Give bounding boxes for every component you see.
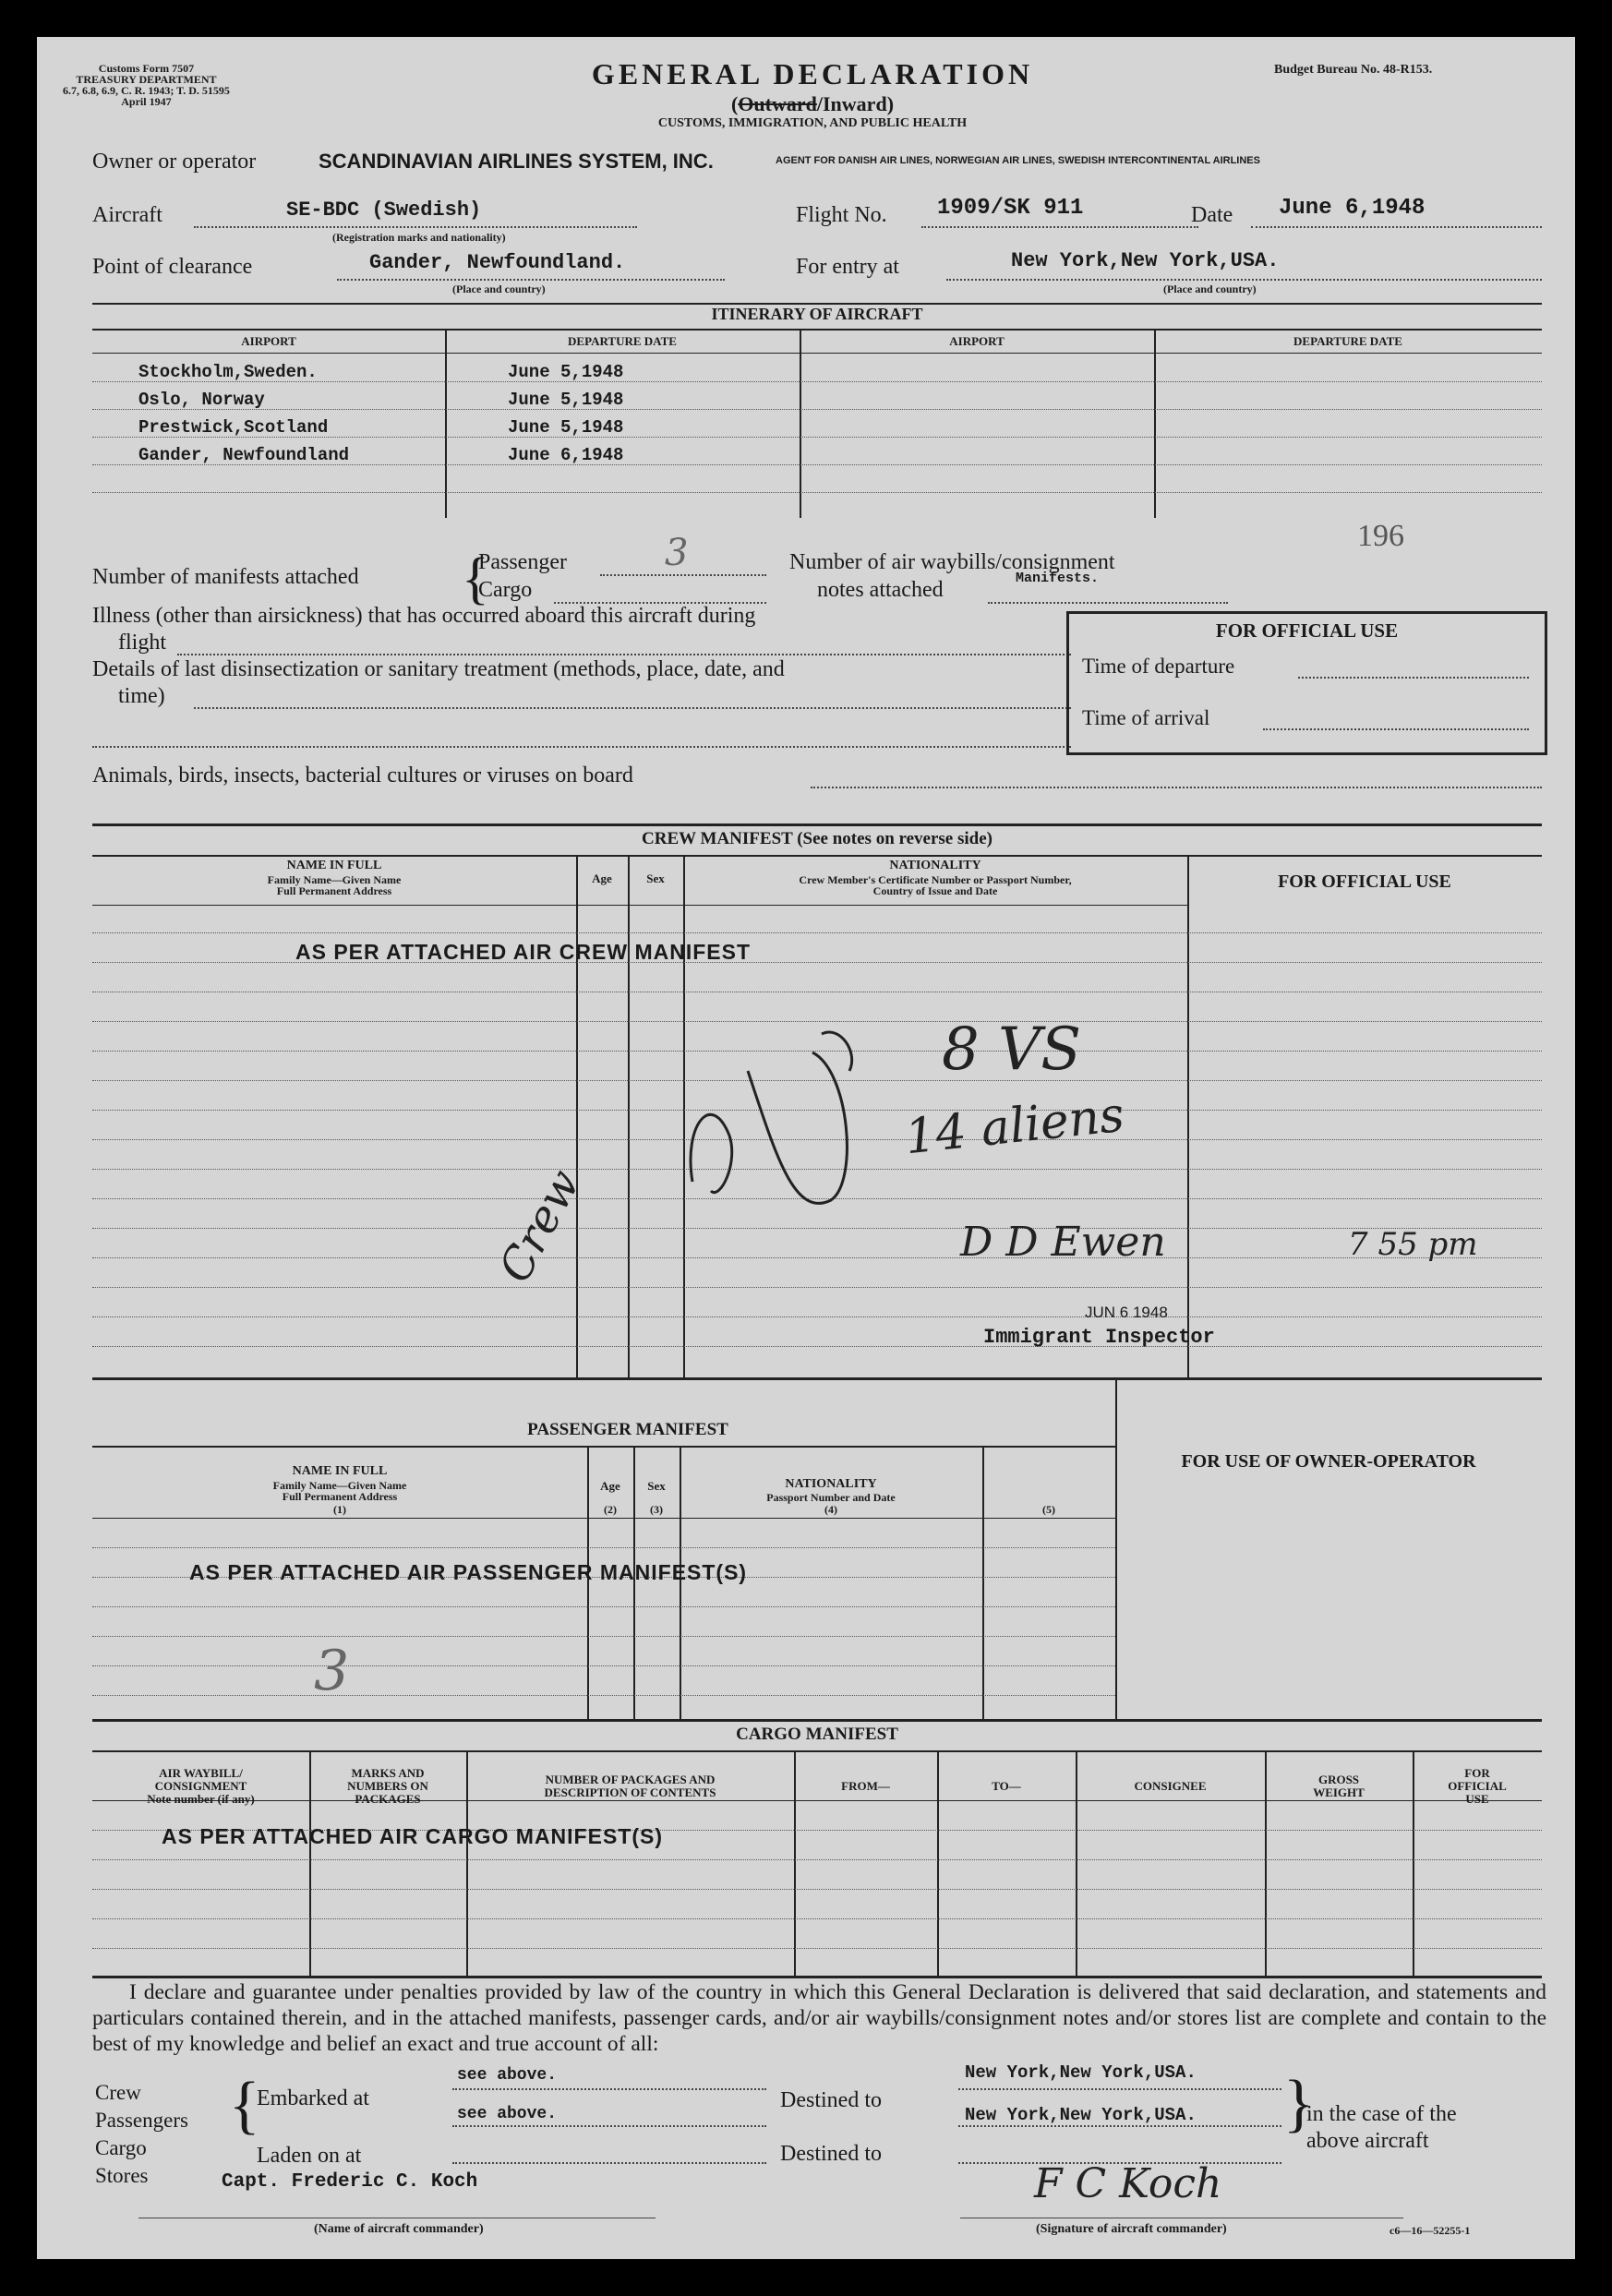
itinerary-col-airport-1: AIRPORT <box>241 334 296 348</box>
crew-col-official: FOR OFFICIAL USE <box>1278 872 1451 892</box>
arrival-time-line <box>1263 728 1529 730</box>
aircraft-label: Aircraft <box>92 203 162 227</box>
regulation-ref: 6.7, 6.8, 6.9, C. R. 1943; T. D. 51595 <box>63 84 230 97</box>
handwritten-mark: 8 VS <box>942 1016 1082 1084</box>
passenger-manifest-note: AS PER ATTACHED AIR PASSENGER MANIFEST(S) <box>189 1560 748 1584</box>
arrival-time-label: Time of arrival <box>1082 706 1210 729</box>
animals-line <box>811 787 1542 788</box>
passenger-col-name-sub-2: Full Permanent Address <box>282 1490 398 1503</box>
passenger-col-sex: Sex <box>647 1479 666 1493</box>
passenger-col-5-num: (5) <box>1042 1503 1055 1516</box>
passenger-divider <box>1115 1377 1117 1719</box>
embarked-value-1: see above. <box>457 2066 558 2085</box>
passenger-col-sex-num: (3) <box>650 1503 663 1516</box>
row-rule <box>92 1889 1542 1890</box>
commander-name: Capt. Frederic C. Koch <box>222 2171 478 2193</box>
itinerary-date: June 5,1948 <box>508 390 624 410</box>
laden-label: Laden on at <box>257 2144 362 2168</box>
cargo-manifest-note: AS PER ATTACHED AIR CARGO MANIFEST(S) <box>162 1824 663 1848</box>
form-id-block <box>63 63 230 107</box>
cargo-col-header: NUMBER OF PACKAGES AND <box>545 1773 716 1786</box>
itinerary-airport: Prestwick,Scotland <box>138 417 329 438</box>
destined-value-1: New York,New York,USA. <box>965 2062 1197 2083</box>
itinerary-airport: Oslo, Norway <box>138 390 265 410</box>
date-stamp: JUN 6 1948 <box>1085 1304 1168 1321</box>
account-passengers: Passengers <box>95 2109 188 2132</box>
account-items <box>95 2079 188 2190</box>
owner-value: SCANDINAVIAN AIRLINES SYSTEM, INC. <box>319 150 714 173</box>
flight-value: 1909/SK 911 <box>937 196 1084 221</box>
cargo-col-header: MARKS AND <box>351 1766 425 1780</box>
handwritten-mark: 14 aliens <box>902 1087 1127 1166</box>
row-rule <box>92 1859 1542 1860</box>
budget-bureau: Budget Bureau No. 48-R153. <box>1274 63 1433 77</box>
page-title: GENERAL DECLARATION <box>591 57 1034 90</box>
passenger-col-age-num: (2) <box>604 1503 617 1516</box>
cargo-bottom-rule <box>92 1976 1542 1978</box>
row-rule <box>92 1695 1115 1696</box>
itinerary-heading: ITINERARY OF AIRCRAFT <box>711 305 923 323</box>
handwritten-passenger-count: 3 <box>314 1639 350 1703</box>
disinsect-line <box>194 707 1071 709</box>
cargo-label: Cargo <box>478 578 533 602</box>
itinerary-col-departure-2: DEPARTURE DATE <box>1293 334 1402 348</box>
clearance-label: Point of clearance <box>92 255 253 279</box>
disinsect-label-2: time) <box>118 684 165 708</box>
itinerary-row-rule <box>92 409 1542 410</box>
cargo-col-header: USE <box>1465 1792 1489 1806</box>
animals-label: Animals, birds, insects, bacterial cultures or viruses on board <box>92 763 633 787</box>
aircraft-caption: (Registration marks and nationality) <box>332 231 506 244</box>
cargo-col-header: WEIGHT <box>1313 1785 1365 1799</box>
date-value: June 6,1948 <box>1279 196 1426 221</box>
direction: (Outward/Inward) <box>730 92 895 115</box>
row-rule <box>92 1316 1542 1317</box>
passenger-top-rule <box>92 1377 1542 1380</box>
date-line <box>1251 226 1542 228</box>
passenger-label: Passenger <box>478 550 567 574</box>
passenger-subheader-rule <box>92 1518 1115 1519</box>
cargo-col-header: PACKAGES <box>355 1792 421 1806</box>
handwritten-scrawl: Crew <box>488 1160 591 1292</box>
crew-top-rule <box>92 823 1542 826</box>
clearance-value: Gander, Newfoundland. <box>369 251 626 274</box>
itinerary-col-departure-1: DEPARTURE DATE <box>568 334 677 348</box>
handwritten-initials: D D Ewen <box>960 1219 1166 1266</box>
row-rule <box>92 1346 1542 1347</box>
passenger-col-nationality-sub: Passport Number and Date <box>766 1491 896 1504</box>
passenger-col-nationality-num: (4) <box>824 1503 837 1516</box>
row-rule <box>92 1918 1542 1919</box>
handwritten-time: 7 55 pm <box>1348 1226 1478 1263</box>
illness-label: Illness (other than airsickness) that has occurred aboard this aircraft during <box>92 604 756 628</box>
row-rule <box>92 932 1542 933</box>
aircraft-value: SE-BDC (Swedish) <box>286 198 482 222</box>
crew-heading: CREW MANIFEST (See notes on reverse side) <box>642 829 992 848</box>
embarked-line-1 <box>452 2088 766 2090</box>
owner-label: Owner or operator <box>92 150 257 174</box>
row-rule <box>92 1636 1115 1637</box>
manifests-brace: { <box>462 547 489 610</box>
direction-outward: Outward <box>738 92 817 115</box>
itinerary-date: June 5,1948 <box>508 417 624 438</box>
clearance-caption: (Place and country) <box>452 282 546 295</box>
account-brace: { <box>229 2070 260 2141</box>
crew-col-age: Age <box>592 872 612 885</box>
cargo-col-header: TO— <box>992 1779 1021 1793</box>
departure-time-line <box>1298 677 1529 679</box>
illness-line <box>177 654 1071 655</box>
itinerary-airport: Stockholm,Sweden. <box>138 362 318 382</box>
waybills-value: Manifests. <box>1016 571 1100 586</box>
notes-attached-label: notes attached <box>817 578 944 602</box>
embarked-line-3 <box>452 2162 766 2164</box>
row-rule <box>92 1948 1542 1949</box>
crew-col-nationality-sub-1: Crew Member's Certificate Number or Passport Number, <box>799 873 1072 886</box>
flight-label: Flight No. <box>796 203 887 227</box>
destined-label-1: Destined to <box>780 2088 882 2112</box>
account-crew: Crew <box>95 2081 141 2104</box>
stamped-number: 196 <box>1357 519 1404 553</box>
cargo-col-header: Note number (if any) <box>147 1792 255 1806</box>
commander-name-caption: (Name of aircraft commander) <box>314 2222 484 2236</box>
waybills-label: Number of air waybills/consignment <box>789 550 1115 574</box>
case-note-line-1: in the case of the <box>1306 2102 1457 2126</box>
cargo-col-header: GROSS <box>1317 1773 1360 1786</box>
passenger-col-rule <box>982 1446 984 1719</box>
entry-label: For entry at <box>796 255 899 279</box>
row-rule <box>92 1257 1542 1258</box>
passenger-heading: PASSENGER MANIFEST <box>527 1420 728 1439</box>
subtitle: CUSTOMS, IMMIGRATION, AND PUBLIC HEALTH <box>657 116 968 130</box>
cargo-col-header: CONSIGNMENT <box>154 1779 247 1793</box>
destined-line-1 <box>958 2088 1281 2090</box>
destined-label-2: Destined to <box>780 2142 882 2166</box>
owner-operator-use: FOR USE OF OWNER-OPERATOR <box>1181 1451 1476 1472</box>
passenger-col-nationality: NATIONALITY <box>785 1477 877 1491</box>
official-use-box <box>1066 611 1547 755</box>
destined-brace: } <box>1283 2068 1315 2139</box>
declaration-text <box>92 1979 1546 2057</box>
itinerary-row-rule <box>92 492 1542 493</box>
case-note-line-2: above aircraft <box>1306 2129 1429 2153</box>
crew-col-sex: Sex <box>646 872 665 885</box>
disinsect-label: Details of last disinsectization or sanitary treatment (methods, place, date, and <box>92 657 785 681</box>
itinerary-date: June 5,1948 <box>508 362 624 382</box>
itinerary-col-rule-2 <box>800 329 801 518</box>
clearance-line <box>337 279 725 281</box>
date-label: Date <box>1191 203 1233 227</box>
passenger-line <box>600 574 766 576</box>
department: TREASURY DEPARTMENT <box>76 73 217 86</box>
cargo-col-header: CONSIGNEE <box>1134 1779 1207 1793</box>
cargo-col-header: OFFICIAL <box>1448 1779 1507 1793</box>
embarked-label: Embarked at <box>257 2086 369 2110</box>
illness-label-2: flight <box>118 631 166 655</box>
owner-note: AGENT FOR DANISH AIR LINES, NORWEGIAN AIR LINES, SWEDISH INTERCONTINENTAL AIRLINES <box>776 155 1260 166</box>
crew-col-name: NAME IN FULL <box>286 859 382 872</box>
aircraft-line <box>194 226 637 228</box>
crew-manifest-note: AS PER ATTACHED AIR CREW MANIFEST <box>295 940 751 964</box>
declaration-paragraph: I declare and guarantee under penalties provided by law of the country in which this General Declaration is delivered that said declaration, and statements and particulars contained therein, and in the attached manifests, passenger cards, and/or air waybills/consignment notes and/or stores list are complete and contain to the best of my knowledge and belief an exact and true account of all: <box>92 1980 1546 2056</box>
handwritten-scrawl-strokes <box>628 1016 868 1246</box>
account-cargo: Cargo <box>95 2136 147 2159</box>
declaration-sheet <box>37 37 1575 2259</box>
row-rule <box>92 1665 1115 1666</box>
cargo-col-header: DESCRIPTION OF CONTENTS <box>544 1785 716 1799</box>
itinerary-col-airport-2: AIRPORT <box>949 334 1004 348</box>
row-rule <box>92 1547 1115 1548</box>
cargo-col-header: FROM— <box>841 1779 890 1793</box>
case-note <box>1306 2101 1457 2155</box>
cargo-top-rule <box>92 1719 1542 1722</box>
entry-caption: (Place and country) <box>1163 282 1257 295</box>
crew-col-name-sub-2: Full Permanent Address <box>276 884 392 897</box>
cargo-col-header: NUMBERS ON <box>347 1779 428 1793</box>
itinerary-header-rule <box>92 329 1542 331</box>
commander-signature: F C Koch <box>1034 2160 1222 2207</box>
signature-caption: (Signature of aircraft commander) <box>1036 2222 1227 2236</box>
direction-inward: Inward <box>823 92 887 115</box>
account-stores: Stores <box>95 2164 149 2187</box>
cargo-col-header: FOR <box>1464 1766 1490 1780</box>
itinerary-airport: Gander, Newfoundland <box>138 445 350 465</box>
itinerary-date: June 6,1948 <box>508 445 624 465</box>
official-use-title: FOR OFFICIAL USE <box>1215 619 1399 642</box>
crew-col-name-sub-1: Family Name—Given Name <box>267 873 402 886</box>
row-rule <box>92 1606 1115 1607</box>
departure-time-label: Time of departure <box>1082 655 1235 678</box>
row-rule <box>92 1287 1542 1288</box>
passenger-count: 3 <box>665 532 689 574</box>
passenger-col-name-sub-1: Family Name—Given Name <box>272 1479 407 1492</box>
entry-value: New York,New York,USA. <box>1011 249 1280 272</box>
print-code: c6—16—52255-1 <box>1389 2224 1471 2237</box>
cargo-heading: CARGO MANIFEST <box>736 1725 898 1744</box>
waybills-line <box>988 602 1228 604</box>
destined-value-2: New York,New York,USA. <box>965 2105 1197 2125</box>
flight-line <box>921 226 1198 228</box>
embarked-value-2: see above. <box>457 2105 558 2123</box>
itinerary-col-rule-1 <box>445 329 447 518</box>
passenger-header-rule <box>92 1446 1115 1448</box>
crew-col-nationality-sub-2: Country of Issue and Date <box>872 884 998 897</box>
crew-subheader-rule <box>92 905 1187 906</box>
itinerary-subheader-rule <box>92 353 1542 354</box>
destined-line-2 <box>958 2125 1281 2127</box>
itinerary-col-rule-3 <box>1154 329 1156 518</box>
form-date: April 1947 <box>121 95 172 108</box>
embarked-line-2 <box>452 2125 766 2127</box>
cargo-col-header: AIR WAYBILL/ <box>159 1766 243 1780</box>
crew-header-rule <box>92 855 1542 857</box>
inspector-stamp: Immigrant Inspector <box>983 1326 1215 1349</box>
form-number: Customs Form 7507 <box>98 62 195 75</box>
passenger-col-num: (1) <box>333 1503 346 1516</box>
manifests-label: Number of manifests attached <box>92 565 359 589</box>
disinsect-line-2 <box>92 746 1071 748</box>
passenger-col-name: NAME IN FULL <box>292 1464 388 1478</box>
passenger-col-age: Age <box>600 1479 620 1493</box>
crew-col-nationality: NATIONALITY <box>889 859 981 872</box>
entry-line <box>946 279 1542 281</box>
